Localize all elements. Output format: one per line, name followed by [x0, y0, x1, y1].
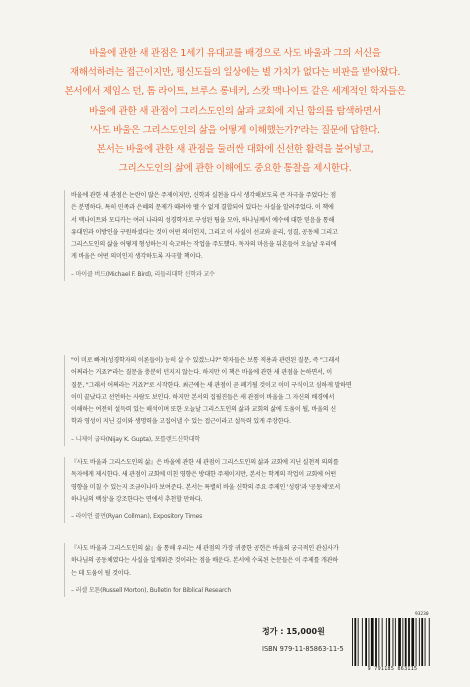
highlight-line: '사도 바울은 그리스도인의 삶을 어떻게 이해했는가?'라는 질문에 답한다. — [90, 124, 380, 136]
barcode-bar — [402, 618, 403, 666]
review-body — [71, 543, 410, 580]
barcode-bar — [419, 618, 420, 666]
review-line: 『사도 바울과 그리스도인의 삶』은 바울에 관한 새 관점이 그리스도인의 삶과 교회에 지닌 실천적 의의를 — [71, 459, 339, 466]
barcode-digits: 9 791185 863115 — [367, 666, 418, 672]
highlight-line: 그리스도인의 삶에 관한 이해에도 중요한 통찰을 제시한다. — [118, 163, 352, 175]
review-line: 서 맥나이트와 모디카는 여러 나라의 성경학자로 구성된 팀을 모아, 하나님께서 예수에 대한 믿음을 통해 — [71, 216, 335, 224]
review-body — [71, 355, 410, 429]
review-attribution: – 러셀 모튼(Russell Morton), Bulletin for Biblical Research — [71, 586, 231, 594]
barcode-bar — [365, 618, 367, 666]
barcode-bar — [382, 618, 383, 666]
barcode-bar — [393, 618, 394, 666]
highlight-line: 재해석하려는 접근이지만, 평신도들의 일상에는 별 가치가 없다는 비판을 받아왔다. — [69, 67, 401, 79]
barcode-bar — [358, 618, 359, 666]
barcode-bar — [375, 618, 377, 666]
barcode-bar — [354, 618, 356, 666]
barcode-bar — [352, 618, 353, 666]
review-body — [71, 190, 410, 264]
barcode-bar — [378, 618, 379, 666]
highlight-line: 바울에 관한 새 관점이 그리스도인의 삶과 교회에 지닌 함의를 탐색하면서 — [89, 105, 381, 117]
review-line: 이해하는 여전히 설득력 있는 해석이며 또한 오늘날 그리스도인의 삶과 교회의 삶에 도움이 될, 바울의 신 — [71, 406, 336, 414]
review-line: 은 분명하다. 특히 민족과 은혜의 문제가 때려야 뗄 수 없게 결합되어 있다는 사실을 알려주었다. 이 책에 — [71, 204, 334, 212]
review-line: 는 데 도움이 될 것이다. — [71, 569, 131, 577]
barcode-addon: 93230 — [415, 612, 429, 617]
review-line: 바울에 관한 새 관점은 논란이 많은 주제이지만, 신학과 실천을 다시 생각해보도록 큰 자극을 주었다는 점 — [71, 192, 336, 199]
review-line: 하나님의 백성'을 강조한다는 면에서 추천할 만하다. — [71, 495, 203, 503]
review-line: 어쩌라는 거죠?"라는 질문을 충분히 던지지 않는다. 하지만 이 책은 바울에 관한 새 관점을 논하면서, 이 — [71, 369, 332, 377]
barcode-bar — [421, 618, 423, 666]
review-line: 유대인과 이방인을 구원하셨다는 것이 어떤 의미인지, 그리고 이 사실이 선교와 윤리, 성결, 공동체 그리고 — [71, 228, 338, 236]
review-bird — [64, 190, 410, 281]
review-attribution: – 라이언 콜먼(Ryan Collman), Expository Times — [71, 513, 203, 521]
review-morton — [64, 543, 410, 597]
review-attribution: – 니제이 굽타(Nijay K. Gupta), 포틀랜드신학대학 — [71, 435, 200, 443]
review-line: 학과 영성이 지닌 깊이와 생명력을 고집어낼 수 있는 접근이라고 설득력 있게 주장한다. — [71, 418, 291, 426]
barcode — [350, 618, 435, 673]
isbn-label: ISBN 979-11-85863-11-5 — [262, 645, 344, 653]
barcode-bar — [416, 618, 417, 666]
review-attribution: – 마이클 버드(Michael F. Bird), 리들리대학 신학과 교수 — [71, 270, 215, 278]
review-line: 그리스도인의 삶을 어떻게 형성하는지 숙고하는 작업을 주도했다. 독자의 마음을 뒤흔들어 오늘날 우리에 — [71, 241, 337, 249]
barcode-bar — [411, 618, 414, 666]
highlight-line: 본서는 바울에 관한 새 관점을 둘러싼 대화에 신선한 활력을 불어넣고, — [96, 144, 374, 156]
review-line: 질문, "그래서 어쩌라는 거죠?"로 시작한다. 최근에는 새 관점이 곧 폐기될 것이고 이미 구식이고 심하게 말하면 — [71, 381, 352, 389]
highlight-blurb — [40, 44, 430, 178]
review-line: "이 미로 빠져(성경학자의 이론들이) 능히 살 수 있겠느냐?" 학자들은 보통 적용과 관련된 질문, 즉 "그래서 — [71, 357, 340, 364]
review-line: 『사도 바울과 그리스도인의 삶』을 통해 우리는 새 관점의 가장 귀중한 공헌은 바울의 궁극적인 관심사가 — [71, 545, 339, 552]
barcode-bars — [350, 618, 435, 666]
review-gupta — [64, 355, 410, 446]
price-label: 정가 : 15,000원 — [262, 627, 325, 636]
barcode-bar — [395, 618, 396, 666]
barcode-bar — [398, 618, 401, 666]
barcode-bar — [388, 618, 390, 666]
barcode-bar — [429, 618, 430, 666]
review-line: 이미 끝났다고 선언하는 사람도 보인다. 하지만 본서의 집필진들은 새 관점이 바울을 그 자신의 배경에서 — [71, 393, 335, 401]
barcode-bar — [408, 618, 410, 666]
review-line: 영향을 미칠 수 있는지 조금이나마 보여준다. 본서는 특별히 바울 신학의 주요 주제인 '성령'과 '공동체'로서 — [71, 483, 341, 491]
review-collman — [64, 457, 410, 523]
review-line: 게 바울은 어떤 의미인지 생각하도록 자극할 책이다. — [71, 253, 203, 261]
barcode-bar — [405, 618, 407, 666]
review-line: 독자에게 제시한다. 새 관점이 교회에 미친 영향은 방대한 주제이지만, 본서는 학계의 작업이 교회에 어떤 — [71, 471, 336, 479]
barcode-bar — [425, 618, 426, 666]
barcode-bar — [386, 618, 387, 666]
barcode-bar — [362, 618, 363, 666]
highlight-line: 바울에 관한 새 관점은 1세기 유대교를 배경으로 사도 바울과 그의 서신을 — [89, 48, 381, 59]
highlight-line: 본서에서 제임스 던, 톰 라이트, 브루스 롱네커, 스캇 맥나이트 같은 세계적인 학자들은 — [64, 86, 406, 98]
barcode-bar — [369, 618, 370, 666]
barcode-bar — [371, 618, 374, 666]
review-line: 하나님의 공동체였다는 사실을 일깨워준 것이라는 점을 배운다. 본서에 수록된 논문들은 이 주제를 개관하 — [71, 557, 339, 565]
review-body — [71, 457, 410, 506]
